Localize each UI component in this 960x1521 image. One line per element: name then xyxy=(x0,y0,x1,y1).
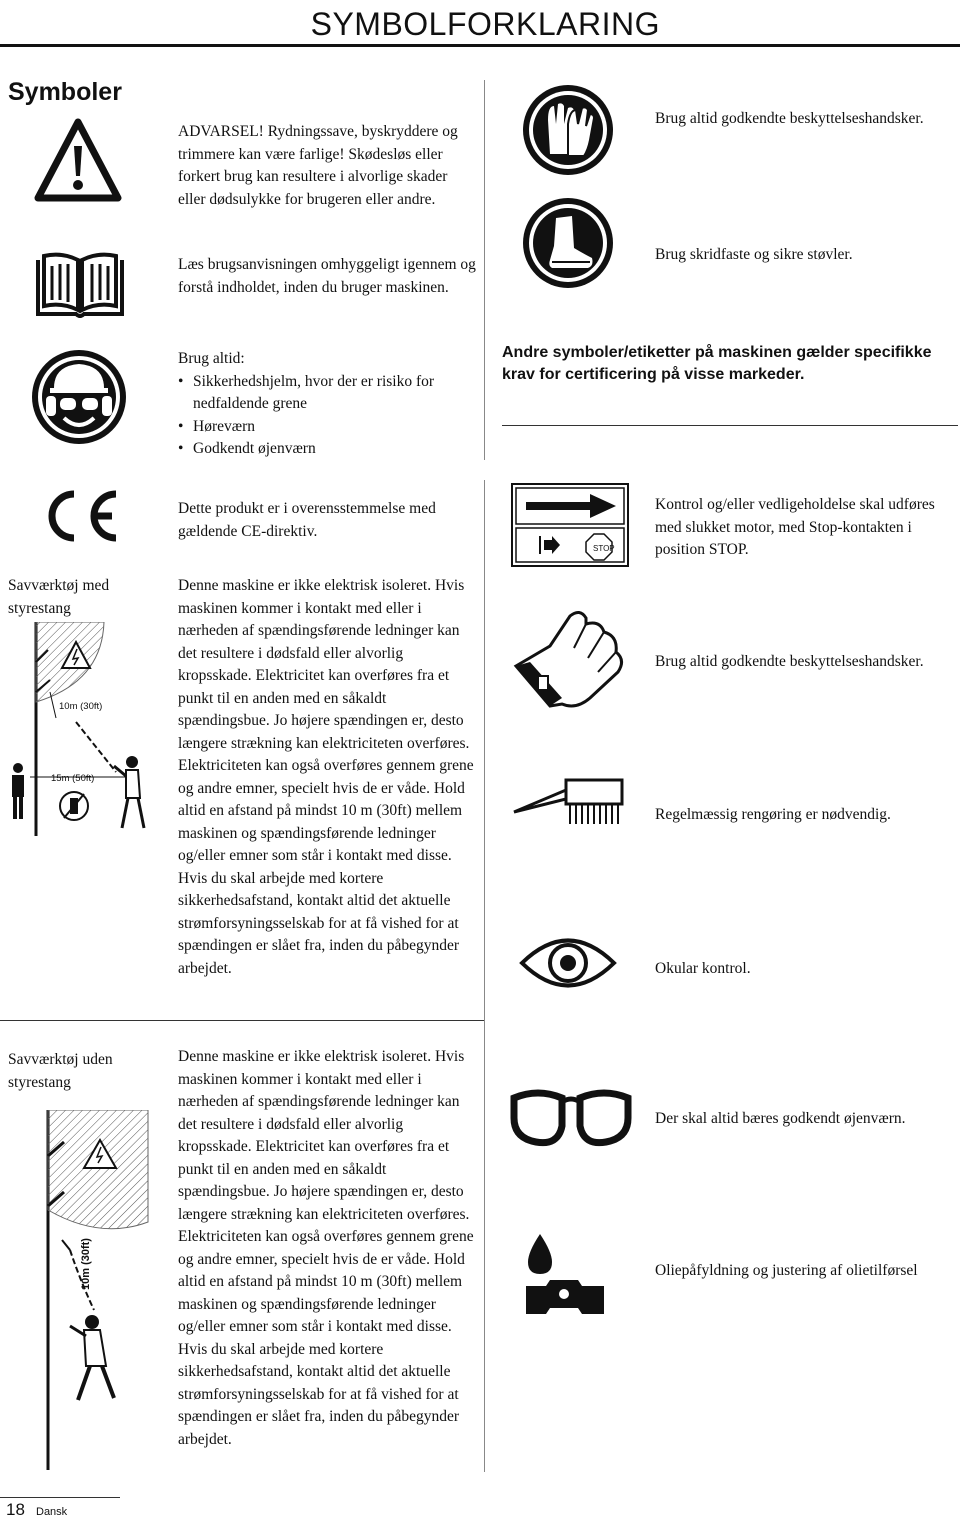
page-number: 18 xyxy=(6,1500,25,1519)
saw-with-handle-text: Denne maskine er ikke elektrisk isoleret. Hvis maskinen kommer i kontakt med eller i nærheden af spændingsførende ledninger kan det resultere i dødsfald eller alvorlig kropsskade. Elektricitet kan overføres fra et punkt til en anden med en såkaldt spændingsbue. Jo højere spændingen er, desto længere strækning kan elektriciteten overføres. Elektriciteten kan også overføres gennem grene og andre emner, specielt hvis de er våde. Hold altid en afstand på mindst 10 m (30ft) mellem maskinen og spændingsførende ledninger og/eller emner som står i kontakt med disse. Hvis du skal arbejde med kortere sikkerhedsafstand, kontakt altid det aktuelle strømforsyningsselskab for at få vished for at spændingen er slået fra, inden du påbegynder arbejdet. xyxy=(178,577,474,977)
ppe-item: • Godkendt øjenværn xyxy=(178,438,478,461)
other-symbols-heading: Andre symboler/etiketter på maskinen gælder specifikke krav for certificering på visse markeder. xyxy=(502,344,932,383)
ce-text: Dette produkt er i overensstemmelse med gældende CE-direktiv. xyxy=(178,500,436,540)
manual-text: Læs brugsanvisningen omhyggeligt igennem og forstå indholdet, inden du bruger maskinen. xyxy=(178,256,476,296)
section-divider xyxy=(0,1020,484,1021)
other-symbols-rule xyxy=(502,425,958,426)
ppe-block xyxy=(178,348,478,461)
stop-label: STOP xyxy=(593,544,615,553)
distance-label-15m: 15m (50ft) xyxy=(51,773,95,784)
stop-check-text: Kontrol og/eller vedligeholdelse skal udføres med slukket motor, med Stop-kontakten i position STOP. xyxy=(655,496,935,558)
ppe-list xyxy=(178,371,478,461)
section-title: Symboler xyxy=(8,78,122,106)
oil-drop-chain-icon xyxy=(516,1230,616,1320)
saw-with-handle-label: Savværktøj med styrestang xyxy=(8,577,110,617)
gloves-icon xyxy=(522,84,614,176)
page-title: SYMBOLFORKLARING xyxy=(310,6,660,42)
ppe-intro: Brug altid: xyxy=(178,350,245,367)
distance-label-10m-vertical: 10m (30ft) xyxy=(80,1238,92,1290)
boots-text: Brug skridfaste og sikre støvler. xyxy=(655,246,853,263)
oil-text: Oliepåfyldning og justering af olietilførsel xyxy=(655,1262,918,1279)
stop-switch-icon xyxy=(510,482,630,568)
distance-label-10m: 10m (30ft) xyxy=(59,701,103,712)
ppe-item: • Sikkerhedshjelm, hvor der er risiko for nedfaldende grene xyxy=(178,371,478,416)
cleaning-text: Regelmæssig rengøring er nødvendig. xyxy=(655,806,891,823)
title-rule xyxy=(0,44,960,47)
warning-triangle-icon xyxy=(34,118,122,204)
saw-without-handle-text: Denne maskine er ikke elektrisk isoleret. Hvis maskinen kommer i kontakt med eller i nærheden af spændingsførende ledninger kan det resultere i dødsfald eller alvorlig kropsskade. Elektricitet kan overføres fra et punkt til en anden med en såkaldt spændingsbue. Jo højere spændingen er, desto længere strækning kan elektriciteten overføres. Elektriciteten kan også overføres gennem grene og andre emner, specielt hvis de er våde. Hold altid en afstand på mindst 10 m (30ft) mellem maskinen og spændingsførende ledninger og/eller emner som står i kontakt med disse. Hvis du skal arbejde med kortere sikkerhedsafstand, kontakt altid det aktuelle strømforsyningsselskab for at få vished for at spændingen er slået fra, inden du påbegynder arbejdet. xyxy=(178,1048,474,1448)
column-divider xyxy=(484,80,485,460)
gloves-text: Brug altid godkendte beskyttelseshandsker. xyxy=(655,110,924,127)
column-divider-lower xyxy=(484,480,485,1472)
ppe-item: • Høreværn xyxy=(178,416,478,439)
manual-book-icon xyxy=(32,252,128,318)
visual-text: Okular kontrol. xyxy=(655,960,751,977)
brush-icon xyxy=(510,772,630,832)
gloves2-text: Brug altid godkendte beskyttelseshandsker. xyxy=(655,653,924,670)
power-line-distance-icon xyxy=(6,622,156,836)
helmet-ear-eye-icon xyxy=(30,348,128,446)
glasses-icon xyxy=(508,1082,634,1152)
glove-icon xyxy=(510,606,628,714)
eyewear-text: Der skal altid bæres godkendt øjenværn. xyxy=(655,1110,906,1127)
footer-rule xyxy=(0,1497,120,1498)
saw-without-handle-label: Savværktøj uden styrestang xyxy=(8,1051,113,1091)
footer-language: Dansk xyxy=(36,1506,68,1518)
power-line-no-handle-icon xyxy=(40,1110,150,1470)
warning-text: ADVARSEL! Rydningssave, byskryddere og trimmere kan være farlige! Skødesløs eller forkert brug kan resultere i alvorlige skader eller dødsulykke for brugeren eller andre. xyxy=(178,123,458,208)
ce-mark-icon xyxy=(40,488,120,544)
boots-icon xyxy=(522,196,614,290)
eye-icon xyxy=(518,930,618,996)
